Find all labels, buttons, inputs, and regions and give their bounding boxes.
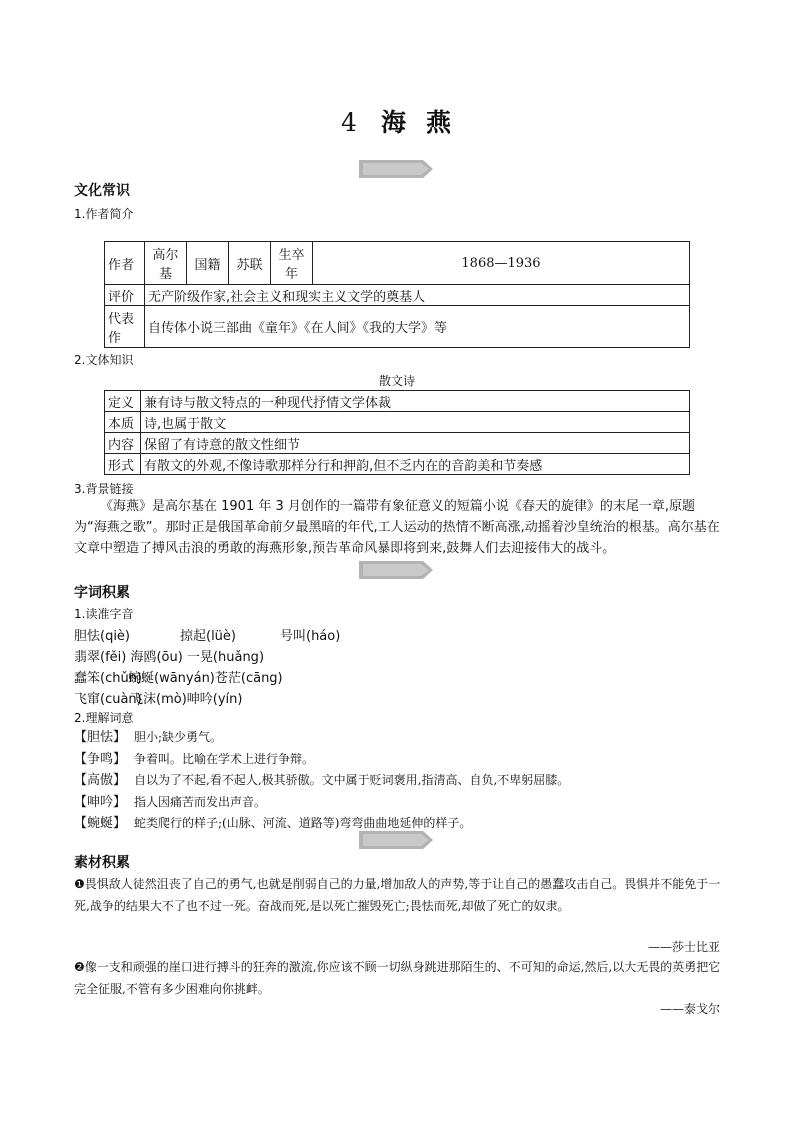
quote-author: ——泰戈尔 — [659, 1002, 720, 1016]
cell-label-nationality: 国籍 — [187, 242, 229, 285]
definition-item — [74, 749, 569, 771]
definition-item — [74, 792, 569, 814]
definition-text: 胆小;缺少勇气。 — [134, 730, 223, 744]
pronunciation-line — [74, 625, 340, 644]
cell-label: 本质 — [105, 412, 141, 433]
author-table — [104, 241, 690, 348]
definition-term: 【争鸣】 — [74, 751, 127, 767]
lesson-number: 4 — [341, 108, 359, 137]
cell-label-lifespan: 生卒年 — [271, 242, 313, 285]
section-banner — [359, 831, 433, 849]
cell-author-name: 高尔基 — [145, 242, 187, 285]
cell-value: 保留了有诗意的散文性细节 — [141, 433, 690, 454]
pron-item: 蠢笨(chǔn) — [74, 671, 143, 686]
definition-text: 自以为了不起,看不起人,极其骄傲。文中属于贬词褒用,指清高、自负,不卑躬屈膝。 — [134, 773, 570, 787]
pronunciation-line — [74, 667, 283, 686]
section-heading-culture: 文化常识 — [74, 183, 130, 199]
section-heading-words: 字词积累 — [74, 585, 130, 601]
definition-term: 【蜿蜒】 — [74, 816, 127, 831]
definition-text: 争着叫。比喻在学术上进行争辩。 — [134, 751, 315, 766]
section-banner — [359, 160, 433, 178]
subheading-meaning: 2.理解词意 — [74, 711, 134, 725]
definition-term: 【呻吟】 — [74, 794, 127, 810]
subheading-genre: 2.文体知识 — [74, 353, 134, 367]
definition-term: 【胆怯】 — [74, 730, 127, 745]
pron-item: 飞窜(cuàn) — [74, 692, 142, 707]
quote-number: ❶ — [74, 877, 85, 891]
table-caption: 散文诗 — [378, 374, 415, 388]
cell-label-author: 作者 — [105, 242, 145, 285]
page-title — [0, 103, 794, 139]
section-banner — [359, 561, 433, 579]
cell-value: 有散文的外观,不像诗歌那样分行和押韵,但不乏内在的音韵美和节奏感 — [141, 454, 690, 475]
quote-author: ——莎士比亚 — [647, 940, 720, 954]
cell-works: 自传体小说三部曲《童年》《在人间》《我的大学》等 — [145, 306, 690, 348]
quote-number: ❷ — [74, 960, 85, 974]
definition-term: 【高傲】 — [74, 773, 127, 788]
cell-label: 定义 — [105, 391, 141, 412]
cell-nationality: 苏联 — [229, 242, 271, 285]
pronunciation-line — [74, 688, 242, 707]
title-char-1: 海 — [380, 108, 408, 137]
cell-label: 形式 — [105, 454, 141, 475]
pronunciation-line — [74, 646, 264, 665]
definition-item — [74, 770, 569, 792]
cell-label-works: 代表作 — [105, 306, 145, 348]
prose-poem-table — [104, 390, 690, 475]
subheading-author-intro: 1.作者简介 — [74, 207, 134, 221]
definition-item — [74, 727, 569, 749]
definition-text: 蛇类爬行的样子;(山脉、河流、道路等)弯弯曲曲地延伸的样子。 — [134, 816, 472, 830]
cell-value: 诗,也属于散文 — [141, 412, 690, 433]
cell-label: 内容 — [105, 433, 141, 454]
section-heading-materials: 素材积累 — [74, 855, 130, 871]
title-char-2: 燕 — [425, 108, 453, 137]
subheading-pronunciation: 1.读准字音 — [74, 607, 134, 621]
pron-item: 号叫(háo) — [280, 629, 341, 644]
cell-label-evaluation: 评价 — [105, 285, 145, 306]
quote-text: 畏惧敌人徒然沮丧了自己的勇气,也就是削弱自己的力量,增加敌人的声势,等于让自己的愚蠢攻击自己。畏惧并不能免于一死,战争的结果大不了也不过一死。奋战而死,是以死亡摧毁死亡;畏怯而死,却做了死亡的奴隶。 — [74, 877, 721, 913]
pron-item: 翡翠(fěi) 海鸥(ōu) 一晃(huǎng) — [74, 650, 265, 665]
pron-item: 蜿蜒(wānyán)苍茫(cāng) — [128, 671, 283, 686]
definition-item — [74, 813, 569, 835]
cell-lifespan: 1868—1936 — [313, 242, 690, 285]
pron-item: 飞沫(mò)呻吟(yín) — [130, 692, 243, 707]
definitions-list — [74, 727, 569, 835]
pron-item: 掠起(lüè) — [180, 629, 236, 644]
cell-value: 兼有诗与散文特点的一种现代抒情文学体裁 — [141, 391, 690, 412]
cell-evaluation: 无产阶级作家,社会主义和现实主义文学的奠基人 — [145, 285, 690, 306]
pron-item: 胆怯(qiè) — [74, 629, 131, 644]
background-paragraph: 《海燕》是高尔基在 1901 年 3 月创作的一篇带有象征意义的短篇小说《春天的旋律》的末尾一章,原题为“海燕之歌”。那时正是俄国革命前夕最黑暗的年代,工人运动的热情不断高涨,动摇着沙皇统治的根基。高尔基在文章中塑造了搏风击浪的勇敢的海燕形象,预告革命风暴即将到来,鼓舞人们去迎接伟大的战斗。 — [74, 499, 720, 556]
quote-2 — [74, 956, 722, 1000]
definition-text: 指人因痛苦而发出声音。 — [134, 794, 267, 809]
quote-text: 像一支和顽强的崖口进行搏斗的狂奔的激流,你应该不顾一切纵身跳进那陌生的、不可知的命运,然后,以大无畏的英勇把它完全征服,不管有多少困难向你挑衅。 — [74, 960, 721, 996]
quote-1 — [74, 873, 722, 917]
subheading-background: 3.背景链接 — [74, 482, 134, 496]
